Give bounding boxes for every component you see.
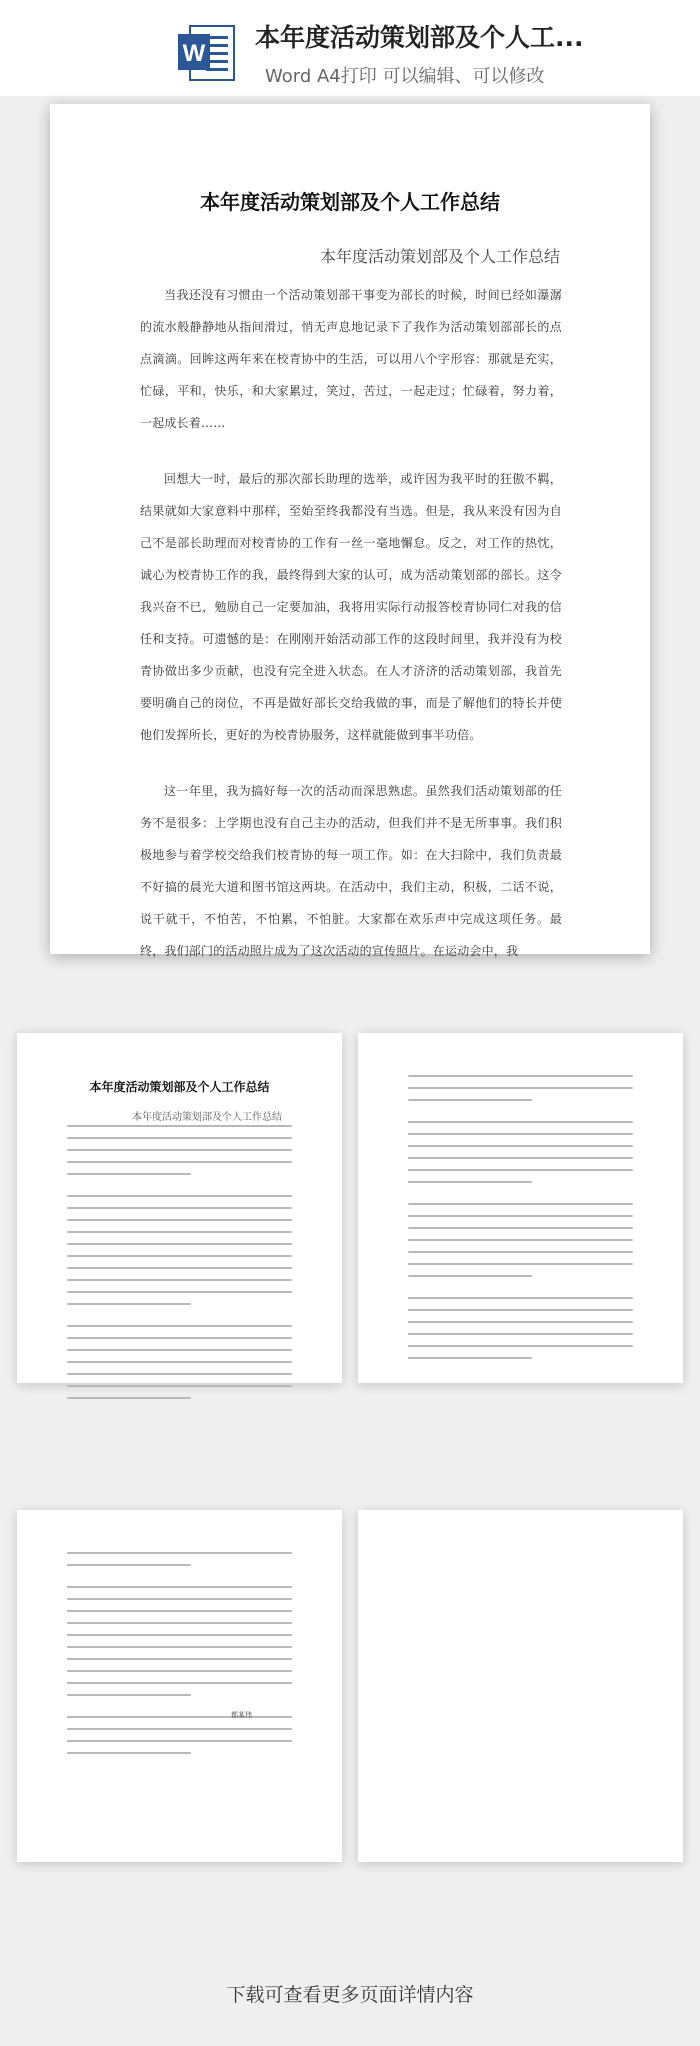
text-line <box>67 1397 191 1399</box>
text-line <box>408 1333 633 1335</box>
text-line <box>67 1349 292 1351</box>
download-more-link[interactable]: 下载可查看更多页面详情内容 <box>226 1984 474 2006</box>
text-line <box>67 1716 292 1718</box>
paragraph: 当我还没有习惯由一个活动策划部干事变为部长的时候，时间已经如瀑潺的流水般静静地从指间滑过，悄无声息地记录下了我作为活动策划部部长的点点滴滴。回眸这两年来在校青协中的生活，可以用八个字形容：那就是充实，忙碌，平和，快乐，和大家累过，笑过，苦过，一起走过；忙碌着，努力着，一起成长着…… <box>140 288 562 430</box>
text-line <box>408 1075 633 1077</box>
page-subtitle: 本年度活动策划部及个人工作总结 <box>319 247 560 266</box>
page-body <box>140 279 562 991</box>
text-line <box>67 1610 292 1612</box>
text-line <box>408 1297 633 1299</box>
signature: 都某伟 <box>231 1711 252 1719</box>
text-line <box>408 1275 532 1277</box>
text-line <box>408 1133 633 1135</box>
text-line <box>67 1752 191 1754</box>
text-line <box>67 1337 292 1339</box>
text-line <box>67 1231 292 1233</box>
thumbnail-text <box>67 1125 292 1409</box>
text-line <box>67 1137 292 1139</box>
text-line <box>408 1181 532 1183</box>
text-line <box>67 1291 292 1293</box>
text-line <box>408 1099 532 1101</box>
text-line <box>67 1598 292 1600</box>
page-thumbnail-1[interactable] <box>17 1033 342 1383</box>
text-line <box>408 1227 633 1229</box>
thumbnail-title: 本年度活动策划部及个人工作总结 <box>89 1080 270 1094</box>
text-line <box>67 1149 292 1151</box>
paragraph: 回想大一时，最后的那次部长助理的选举，或许因为我平时的狂傲不羁，结果就如大家意料中那样，至始至终我都没有当选。但是，我从来没有因为自己不是部长助理而对校青协的工作有一丝一毫地懈怠。反之，对工作的热忱，诚心为校青协工作的我，最终得到大家的认可，成为活动策划部的部长。这令我兴奋不已，勉励自己一定要加油，我将用实际行动报答校青协同仁对我的信任和支持。可遗憾的是：在刚刚开始活动部工作的这段时间里，我并没有为校青协做出多少贡献，也没有完全进入状态。在人才济济的活动策划部，我首先要明确自己的岗位，不再是做好部长交给我做的事，而是了解他们的特长并使他们发挥所长，更好的为校青协服务，这样就能做到事半功倍。 <box>140 472 562 742</box>
text-line <box>67 1564 191 1566</box>
text-line <box>408 1345 633 1347</box>
document-subtitle: Word A4打印 可以编辑、可以修改 <box>265 66 545 87</box>
page-thumbnail-2[interactable] <box>358 1033 683 1383</box>
text-line <box>67 1279 292 1281</box>
paragraph-gap <box>67 1706 292 1716</box>
text-line <box>67 1586 292 1588</box>
text-line <box>67 1325 292 1327</box>
word-icon-letter: W <box>182 40 206 67</box>
header-bar <box>0 0 700 96</box>
document-title: 本年度活动策划部及个人工... <box>255 23 584 52</box>
page-1-preview <box>50 104 650 958</box>
text-line <box>408 1215 633 1217</box>
text-line <box>408 1357 532 1359</box>
thumbnail-subtitle: 本年度活动策划部及个人工作总结 <box>132 1112 282 1123</box>
text-line <box>67 1173 191 1175</box>
text-line <box>67 1303 191 1305</box>
paragraph-gap <box>67 1185 292 1195</box>
text-line <box>67 1728 292 1730</box>
text-line <box>67 1125 292 1127</box>
text-line <box>408 1321 633 1323</box>
text-line <box>408 1251 633 1253</box>
text-line <box>67 1552 292 1554</box>
text-line <box>67 1658 292 1660</box>
paragraph-gap <box>408 1287 633 1297</box>
text-line <box>408 1157 633 1159</box>
paragraph-gap <box>408 1193 633 1203</box>
page-title: 本年度活动策划部及个人工作总结 <box>200 190 500 214</box>
page-thumbnail-4[interactable] <box>358 1510 683 1862</box>
text-line <box>67 1385 292 1387</box>
paragraph-gap <box>67 1315 292 1325</box>
paragraph-gap <box>67 1576 292 1586</box>
thumbnail-text <box>67 1552 292 1764</box>
text-line <box>67 1682 292 1684</box>
text-line <box>408 1121 633 1123</box>
text-line <box>408 1203 633 1205</box>
word-icon <box>176 22 238 84</box>
text-line <box>67 1267 292 1269</box>
text-line <box>408 1239 633 1241</box>
page-thumbnail-3[interactable] <box>17 1510 342 1862</box>
text-line <box>67 1255 292 1257</box>
text-line <box>67 1207 292 1209</box>
text-line <box>408 1145 633 1147</box>
text-line <box>67 1361 292 1363</box>
text-line <box>67 1634 292 1636</box>
text-line <box>67 1195 292 1197</box>
text-line <box>408 1087 633 1089</box>
text-line <box>408 1309 633 1311</box>
text-line <box>67 1740 292 1742</box>
text-line <box>408 1263 633 1265</box>
thumbnail-text <box>408 1075 633 1369</box>
text-line <box>67 1161 292 1163</box>
text-line <box>408 1169 633 1171</box>
text-line <box>67 1622 292 1624</box>
text-line <box>67 1694 191 1696</box>
text-line <box>67 1219 292 1221</box>
text-line <box>67 1243 292 1245</box>
paragraph: 这一年里，我为搞好每一次的活动而深思熟虑。虽然我们活动策划部的任务不是很多：上学期也没有自己主办的活动，但我们并不是无所事事。我们积极地参与着学校交给我们校青协的每一项工作。如：在大扫除中，我们负责最不好搞的晨光大道和图书馆这两块。在活动中，我们主动，积极，二话不说，说干就干，不怕苦，不怕累，不怕脏。大家都在欢乐声中完成这项任务。最终，我们部门的活动照片成为了这次活动的宣传照片。在运动会中，我 <box>140 784 562 958</box>
text-line <box>67 1670 292 1672</box>
text-line <box>67 1373 292 1375</box>
text-line <box>67 1646 292 1648</box>
paragraph-gap <box>408 1111 633 1121</box>
